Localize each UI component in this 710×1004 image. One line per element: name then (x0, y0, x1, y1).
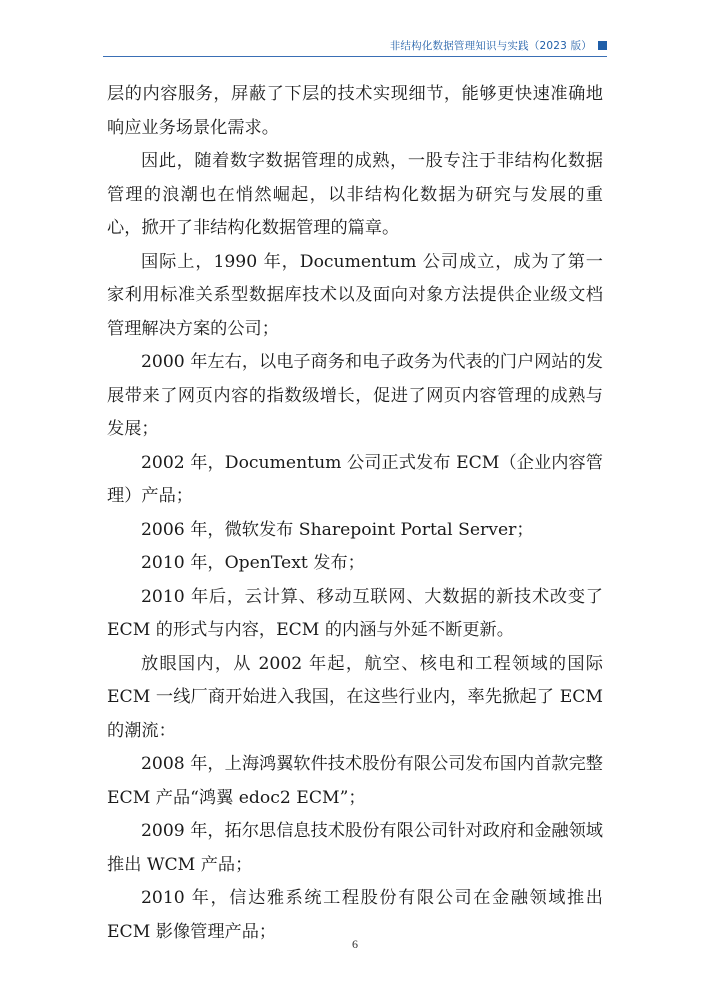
paragraph: 层的内容服务，屏蔽了下层的技术实现细节，能够更快速准确地响应业务场景化需求。 (107, 84, 603, 138)
paragraph: 2010 年，信达雅系统工程股份有限公司在金融领域推出 ECM 影像管理产品； (107, 888, 603, 942)
paragraph: 2009 年，拓尔思信息技术股份有限公司针对政府和金融领域推出 WCM 产品； (107, 821, 603, 875)
body-text (107, 78, 603, 949)
running-header (390, 38, 607, 53)
paragraph: 2000 年左右，以电子商务和电子政务为代表的门户网站的发展带来了网页内容的指数级增长，促进了网页内容管理的成熟与发展； (107, 352, 603, 439)
paragraph: 国际上，1990 年，Documentum 公司成立，成为了第一家利用标准关系型数据库技术以及面向对象方法提供企业级文档管理解决方案的公司； (107, 251, 603, 339)
paragraph: 放眼国内，从 2002 年起，航空、核电和工程领域的国际 ECM 一线厂商开始进入我国，在这些行业内，率先掀起了 ECM 的潮流： (107, 653, 603, 741)
paragraph: 因此，随着数字数据管理的成熟，一股专注于非结构化数据管理的浪潮也在悄然崛起，以非结构化数据为研究与发展的重心，掀开了非结构化数据管理的篇章。 (107, 151, 603, 238)
paragraph: 2008 年，上海鸿翼软件技术股份有限公司发布国内首款完整 ECM 产品“鸿翼 edoc2 ECM”； (107, 754, 603, 808)
paragraph: 2010 年，OpenText 发布； (141, 553, 365, 573)
header-title: 非结构化数据管理知识与实践（2023 版） (389, 40, 592, 52)
square-icon (598, 41, 607, 50)
paragraph: 2010 年后，云计算、移动互联网、大数据的新技术改变了 ECM 的形式与内容，ECM 的内涵与外延不断更新。 (107, 586, 603, 640)
paragraph: 2002 年，Documentum 公司正式发布 ECM（企业内容管理）产品； (107, 452, 603, 506)
header-divider (103, 56, 607, 57)
paragraph: 2006 年，微软发布 Sharepoint Portal Server； (141, 519, 534, 540)
page-number: 6 (352, 937, 358, 951)
